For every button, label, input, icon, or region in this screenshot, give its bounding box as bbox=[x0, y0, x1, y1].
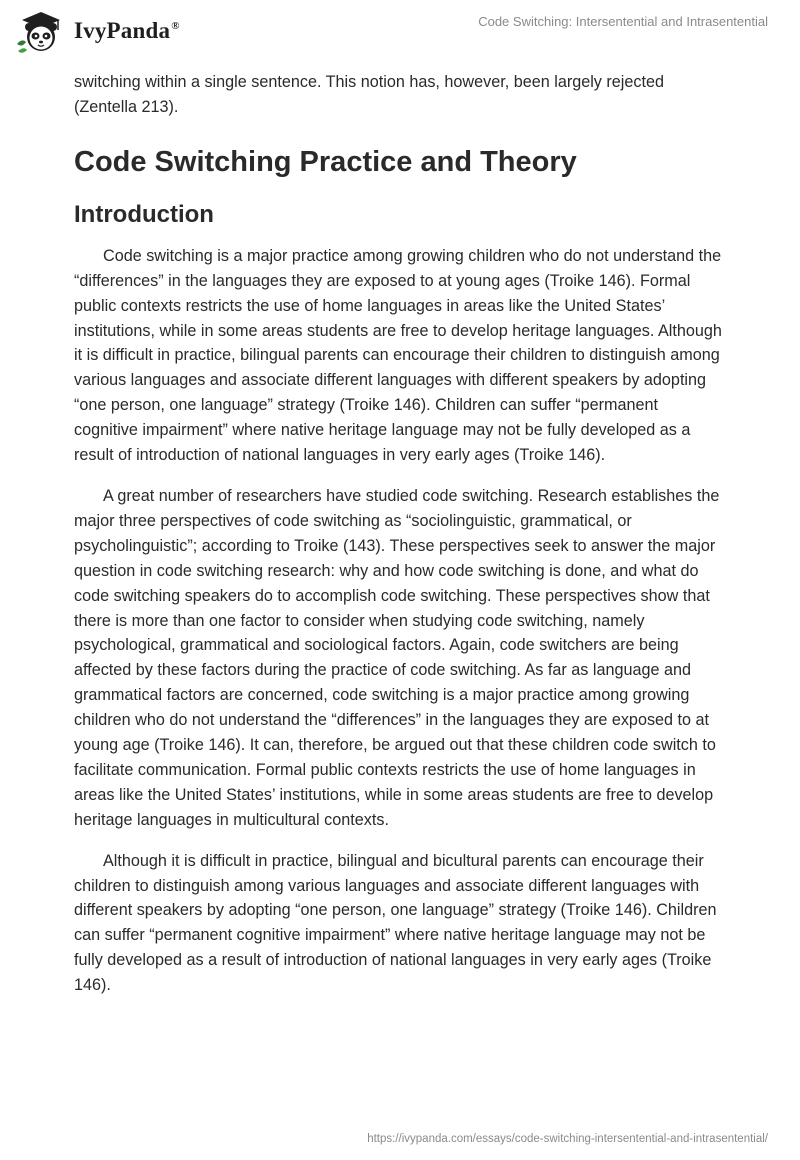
source-url[interactable]: https://ivypanda.com/essays/code-switching-intersentential-and-intrasentential/ bbox=[367, 1133, 768, 1145]
paragraph: Although it is difficult in practice, bilingual and bicultural parents can encourage their children to distinguish among various languages and associate different languages with different speakers by adopting “one person, one language” strategy (Troike 146). Children can suffer “permanent cognitive impairment” where native heritage language may not be fully developed as a result of introduction of national languages in very early ages (Troike 146). bbox=[74, 851, 717, 995]
paragraph: Code switching is a major practice among growing children who do not understand the “differences” in the languages they are exposed to at young ages (Troike 146). Formal public contexts restricts the use of home languages in areas like the United States’ institutions, while in some areas students are free to develop heritage languages. Although it is difficult in practice, bilingual parents can encourage their children to distinguish among various languages and associate different languages with different speakers by adopting “one person, one language” strategy (Troike 146). Children can suffer “permanent cognitive impairment” where native heritage language may not be fully developed as a result of introduction of national languages in very early ages (Troike 146). bbox=[74, 246, 722, 465]
section-heading: Code Switching Practice and Theory bbox=[74, 145, 577, 178]
lead-paragraph: switching within a single sentence. This notion has, however, been largely rejected (Zentella 213). bbox=[74, 73, 664, 116]
subsection-heading: Introduction bbox=[74, 200, 214, 228]
paragraph: A great number of researchers have studied code switching. Research establishes the major three perspectives of code switching as “sociolinguistic, grammatical, or psycholinguistic”; according to Troike (143). These perspectives seek to answer the major question in code switching research: why and how code switching is done, and what do code switching speakers do to accomplish code switching. These perspectives show that there is more than one factor to consider when studying code switching, namely psychological, grammatical and sociological factors. Again, code switchers are being affected by these factors during the practice of code switching. As far as language and grammatical factors are concerned, code switching is a major practice among growing children who do not understand the “differences” in the languages they are exposed to at young age (Troike 146). It can, therefore, be argued out that these children code switch to facilitate communication. Formal public contexts restricts the use of home languages in areas like the United States’ institutions, while in some areas students are free to develop heritage languages in multicultural contexts. bbox=[74, 486, 720, 829]
document-title: Code Switching: Intersentential and Intrasentential bbox=[478, 14, 768, 29]
brand-logo[interactable] bbox=[14, 8, 180, 54]
panda-mascot-icon bbox=[14, 8, 68, 54]
essay-body bbox=[74, 70, 726, 998]
brand-name: IvyPanda® bbox=[74, 18, 180, 43]
page-header bbox=[0, 0, 800, 60]
